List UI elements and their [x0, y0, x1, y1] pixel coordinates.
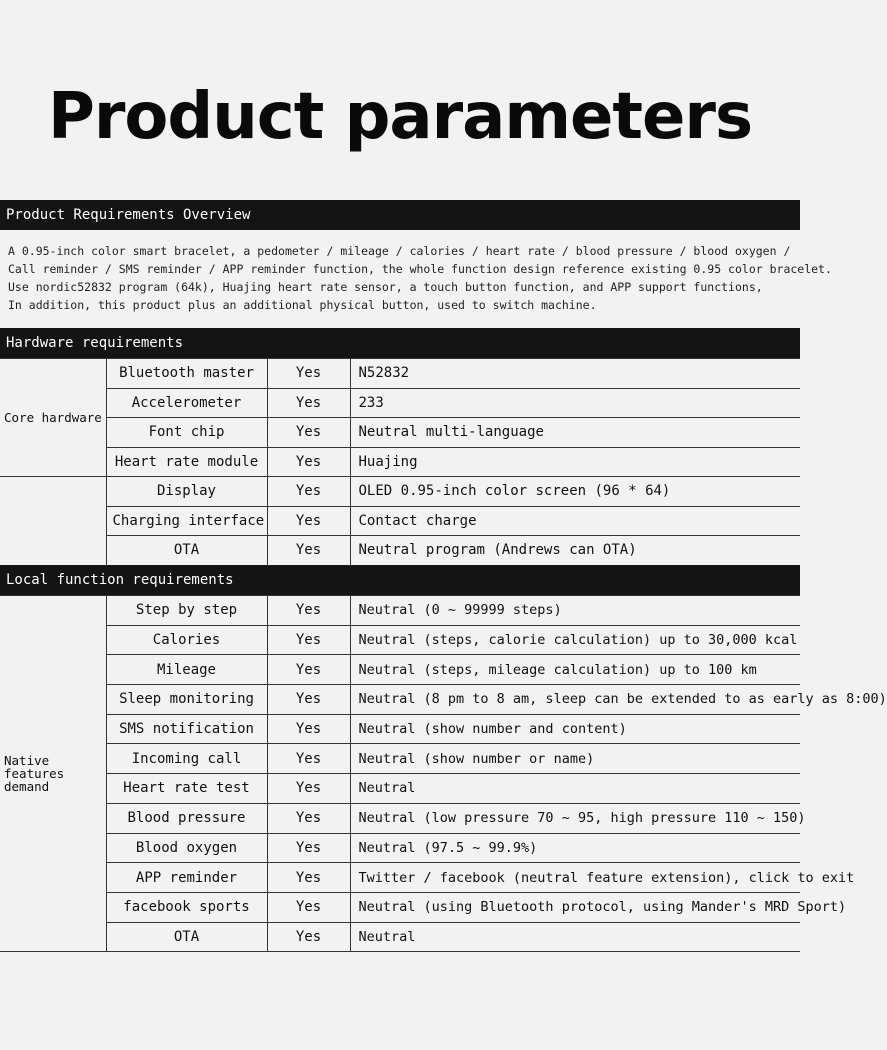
table-cell-yes: Yes — [267, 774, 350, 804]
table-cell-yes: Yes — [267, 447, 350, 477]
group-label: Core hardware — [0, 359, 106, 477]
table-cell-item: Accelerometer — [106, 388, 267, 418]
table-cell-detail: Neutral — [350, 922, 800, 952]
table-cell-yes: Yes — [267, 803, 350, 833]
table-row — [0, 506, 800, 536]
table-cell-item: facebook sports — [106, 892, 267, 922]
table-row — [0, 803, 800, 833]
local-header: Local function requirements — [0, 565, 800, 595]
overview-line: In addition, this product plus an additional physical button, used to switch machine. — [8, 298, 597, 312]
table-cell-detail: Neutral (steps, mileage calculation) up to 100 km — [350, 655, 800, 685]
group-label: Native features demand — [0, 596, 106, 952]
table-row — [0, 596, 800, 626]
table-cell-item: Sleep monitoring — [106, 685, 267, 715]
table-cell-detail: Contact charge — [350, 506, 800, 536]
table-cell-detail: 233 — [350, 388, 800, 418]
table-cell-detail: Neutral (0 ~ 99999 steps) — [350, 596, 800, 626]
table-cell-yes: Yes — [267, 744, 350, 774]
table-row — [0, 833, 800, 863]
table-row — [0, 863, 800, 893]
table-row — [0, 536, 800, 566]
overview-text — [8, 242, 832, 314]
local-table — [0, 595, 887, 952]
table-cell-item: Blood pressure — [106, 803, 267, 833]
table-cell-item: Display — [106, 477, 267, 507]
table-cell-item: Heart rate test — [106, 774, 267, 804]
table-row — [0, 744, 800, 774]
table-cell-detail: Neutral (low pressure 70 ~ 95, high pressure 110 ~ 150) — [350, 803, 800, 833]
table-cell-item: Calories — [106, 625, 267, 655]
table-cell-item: SMS notification — [106, 714, 267, 744]
table-cell-yes: Yes — [267, 418, 350, 448]
table-row — [0, 774, 800, 804]
overview-line: A 0.95-inch color smart bracelet, a pedometer / mileage / calories / heart rate / blood pressure / blood oxygen / — [8, 244, 791, 258]
table-cell-item: OTA — [106, 536, 267, 566]
table-cell-detail: Neutral — [350, 774, 800, 804]
overview-header: Product Requirements Overview — [0, 200, 800, 230]
table-cell-yes: Yes — [267, 477, 350, 507]
table-cell-yes: Yes — [267, 685, 350, 715]
table-cell-yes: Yes — [267, 892, 350, 922]
table-cell-detail: Neutral (show number and content) — [350, 714, 800, 744]
page-title: Product parameters — [47, 80, 753, 154]
group-label — [0, 477, 106, 566]
table-cell-detail: Neutral multi-language — [350, 418, 800, 448]
overview-line: Call reminder / SMS reminder / APP reminder function, the whole function design reference existing 0.95 color bracelet. — [8, 262, 832, 276]
table-cell-item: Mileage — [106, 655, 267, 685]
table-cell-yes: Yes — [267, 359, 350, 389]
table-cell-yes: Yes — [267, 536, 350, 566]
table-cell-detail: Neutral (steps, calorie calculation) up to 30,000 kcal — [350, 625, 800, 655]
table-row — [0, 447, 800, 477]
table-row — [0, 922, 800, 952]
table-cell-yes: Yes — [267, 922, 350, 952]
table-cell-detail: Huajing — [350, 447, 800, 477]
table-cell-detail: Neutral (8 pm to 8 am, sleep can be extended to as early as 8:00) — [350, 685, 800, 715]
table-row — [0, 714, 800, 744]
table-cell-detail: N52832 — [350, 359, 800, 389]
table-cell-item: Charging interface — [106, 506, 267, 536]
table-cell-item: OTA — [106, 922, 267, 952]
table-row — [0, 685, 800, 715]
table-cell-yes: Yes — [267, 714, 350, 744]
table-row — [0, 892, 800, 922]
table-cell-yes: Yes — [267, 833, 350, 863]
table-row — [0, 477, 800, 507]
table-cell-item: Bluetooth master — [106, 359, 267, 389]
table-cell-detail: Neutral (show number or name) — [350, 744, 800, 774]
table-cell-yes: Yes — [267, 655, 350, 685]
table-cell-detail: Twitter / facebook (neutral feature extension), click to exit — [350, 863, 800, 893]
table-cell-yes: Yes — [267, 596, 350, 626]
table-cell-item: Font chip — [106, 418, 267, 448]
table-cell-detail: Neutral program (Andrews can OTA) — [350, 536, 800, 566]
table-cell-yes: Yes — [267, 506, 350, 536]
table-cell-yes: Yes — [267, 388, 350, 418]
overview-line: Use nordic52832 program (64k), Huajing heart rate sensor, a touch button function, and APP support functions, — [8, 280, 763, 294]
hardware-table — [0, 358, 800, 566]
table-cell-item: Blood oxygen — [106, 833, 267, 863]
table-row — [0, 359, 800, 389]
table-cell-yes: Yes — [267, 863, 350, 893]
table-cell-detail: OLED 0.95-inch color screen (96 * 64) — [350, 477, 800, 507]
table-row — [0, 418, 800, 448]
table-cell-item: Step by step — [106, 596, 267, 626]
hardware-header: Hardware requirements — [0, 328, 800, 358]
table-cell-item: APP reminder — [106, 863, 267, 893]
table-row — [0, 388, 800, 418]
table-cell-detail: Neutral (using Bluetooth protocol, using Mander's MRD Sport) — [350, 892, 800, 922]
table-cell-item: Heart rate module — [106, 447, 267, 477]
table-cell-yes: Yes — [267, 625, 350, 655]
table-cell-detail: Neutral (97.5 ~ 99.9%) — [350, 833, 800, 863]
table-row — [0, 655, 800, 685]
table-cell-item: Incoming call — [106, 744, 267, 774]
table-row — [0, 625, 800, 655]
